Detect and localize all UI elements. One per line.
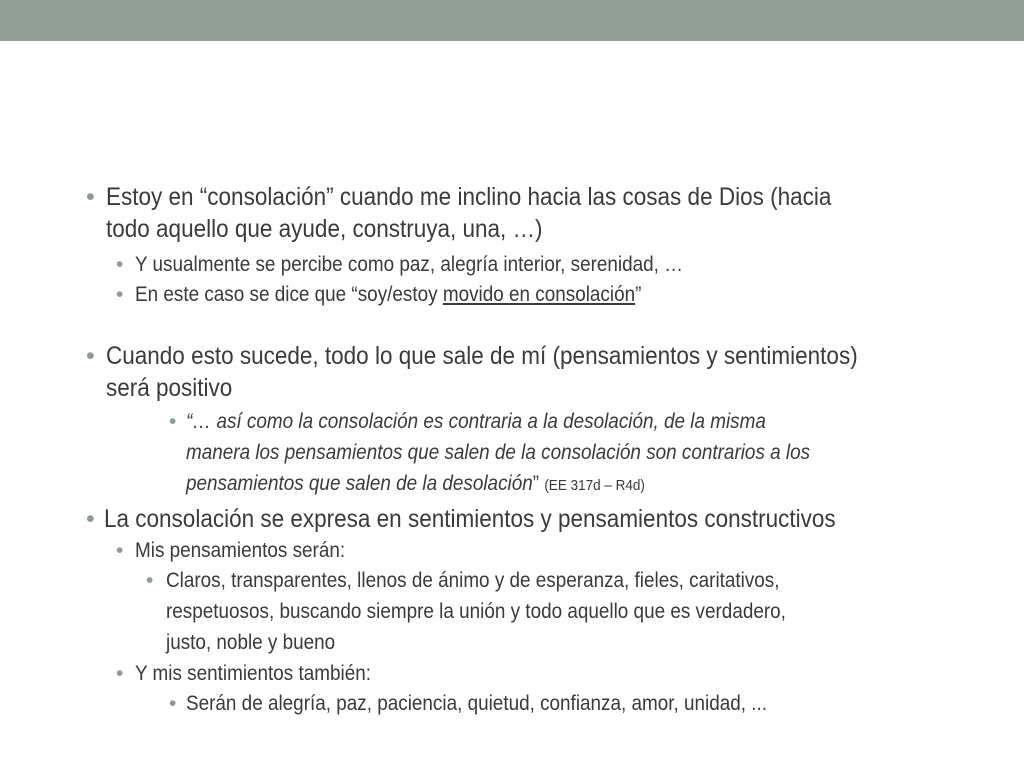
bullet-icon: • (86, 505, 95, 533)
bullet-text-line: Mis pensamientos serán: (135, 539, 346, 562)
bullet-icon: • (86, 342, 95, 370)
bullet-text-line: Claros, transparentes, llenos de ánimo y de esperanza, fieles, caritativos, (166, 569, 780, 592)
quote-last-line: pensamientos que salen de la desolación (186, 472, 533, 495)
bullet-icon: • (146, 569, 154, 592)
bullet-icon: • (116, 662, 124, 685)
text-suffix: ” (635, 283, 642, 306)
bullet-icon: • (116, 253, 124, 276)
bullet-icon: • (86, 183, 95, 211)
bullet-text-line: Cuando esto sucede, todo lo que sale de mí (pensamientos y sentimientos) (106, 342, 858, 370)
text-prefix: En este caso se dice que “soy/estoy (135, 283, 443, 306)
bullet-text-line: todo aquello que ayude, construya, una, …) (106, 215, 543, 243)
quote-text-line: manera los pensamientos que salen de la consolación son contrarios a los (186, 441, 811, 464)
bullet-text-line: Y mis sentimientos también: (135, 662, 372, 685)
quote-close: ” (532, 472, 540, 495)
bullet-text-line: Serán de alegría, paz, paciencia, quietud, confianza, amor, unidad, ... (186, 692, 768, 715)
bullet-text-line: será positivo (106, 374, 233, 402)
bullet-text-line: justo, noble y bueno (166, 631, 336, 654)
bullet-icon: • (169, 692, 177, 715)
bullet-icon: • (116, 539, 124, 562)
bullet-text-line: Y usualmente se percibe como paz, alegría interior, serenidad, … (135, 253, 684, 276)
bullet-icon: • (116, 283, 124, 306)
bullet-text-line: respetuosos, buscando siempre la unión y todo aquello que es verdadero, (166, 600, 786, 623)
quote-reference: (EE 317d – R4d) (544, 477, 645, 494)
bullet-text-line: La consolación se expresa en sentimientos y pensamientos constructivos (104, 505, 836, 533)
bullet-icon: • (169, 410, 177, 433)
quote-text-line (186, 470, 645, 500)
bullet-text-line (135, 281, 641, 309)
underlined-phrase: movido en consolación (442, 283, 636, 306)
bullet-text-line: Estoy en “consolación” cuando me inclino hacia las cosas de Dios (hacia (106, 183, 832, 211)
quote-text-line: “… así como la consolación es contraria a la desolación, de la misma (186, 410, 766, 433)
